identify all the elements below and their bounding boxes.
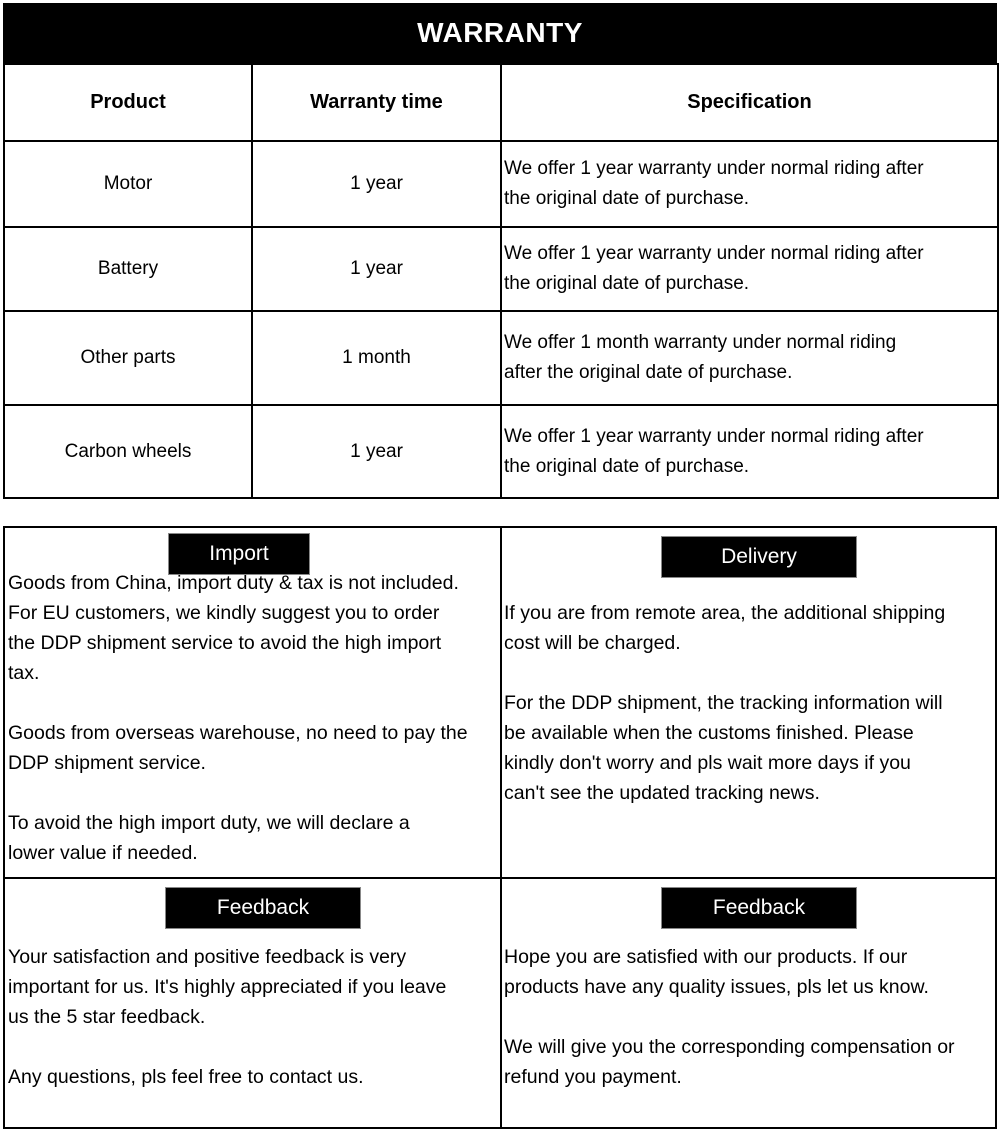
text-line: If you are from remote area, the additional shipping [504,602,946,624]
text-line: DDP shipment service. [8,752,206,774]
feedback-left-label: Feedback [165,887,361,929]
text-line: We will give you the corresponding compensation or [504,1036,955,1058]
text-line: us the 5 star feedback. [8,1006,206,1028]
text-line: For EU customers, we kindly suggest you to order [8,602,440,624]
specification-cell [501,141,998,227]
product-cell: Other parts [4,311,252,405]
header-product: Product [4,64,252,141]
delivery-label: Delivery [661,536,857,578]
text-line: Goods from China, import duty & tax is not included. [8,572,459,594]
spec-line: We offer 1 year warranty under normal riding after [504,425,924,447]
header-warranty-time: Warranty time [252,64,501,141]
delivery-text [504,598,945,808]
table-row [4,141,998,227]
warranty-time-cell: 1 year [252,405,501,498]
text-line: Any questions, pls feel free to contact us. [8,1066,364,1088]
import-text [8,568,468,868]
text-line: be available when the customs finished. Please [504,722,914,744]
spec-line: the original date of purchase. [504,455,750,477]
text-line: products have any quality issues, pls let us know. [504,976,929,998]
text-line: lower value if needed. [8,842,198,864]
text-line: the DDP shipment service to avoid the high import [8,632,442,654]
table-header-row [4,64,998,141]
text-line: refund you payment. [504,1066,682,1088]
text-line: Hope you are satisfied with our products. If our [504,946,908,968]
product-cell: Carbon wheels [4,405,252,498]
table-row [4,405,998,498]
spec-line: the original date of purchase. [504,273,750,294]
text-line: To avoid the high import duty, we will declare a [8,812,410,834]
warranty-table [3,63,999,499]
table-row [4,311,998,405]
specification-cell [501,311,998,405]
product-cell: Battery [4,227,252,311]
spec-line: We offer 1 year warranty under normal riding after [504,243,924,264]
feedback-right-text [504,942,955,1092]
header-specification: Specification [501,64,998,141]
specification-cell [501,405,998,498]
spec-line: We offer 1 year warranty under normal riding after [504,158,924,179]
specification-cell [501,227,998,311]
spec-line: the original date of purchase. [504,188,750,209]
text-line: kindly don't worry and pls wait more days if you [504,752,911,774]
text-line: Goods from overseas warehouse, no need to pay the [8,722,468,744]
table-row [4,227,998,311]
warranty-time-cell: 1 year [252,227,501,311]
warranty-time-cell: 1 year [252,141,501,227]
warranty-time-cell: 1 month [252,311,501,405]
text-line: Your satisfaction and positive feedback is very [8,946,407,968]
text-line: For the DDP shipment, the tracking information will [504,692,943,714]
product-cell: Motor [4,141,252,227]
feedback-left-text [8,942,446,1092]
text-line: tax. [8,662,40,684]
text-line: can't see the updated tracking news. [504,782,820,804]
text-line: important for us. It's highly appreciated if you leave [8,976,447,998]
import-label: Import [168,533,310,575]
warranty-title: WARRANTY [3,3,997,63]
feedback-right-label: Feedback [661,887,857,929]
text-line: cost will be charged. [504,632,681,654]
spec-line: We offer 1 month warranty under normal riding [504,332,897,353]
spec-line: after the original date of purchase. [504,362,793,383]
